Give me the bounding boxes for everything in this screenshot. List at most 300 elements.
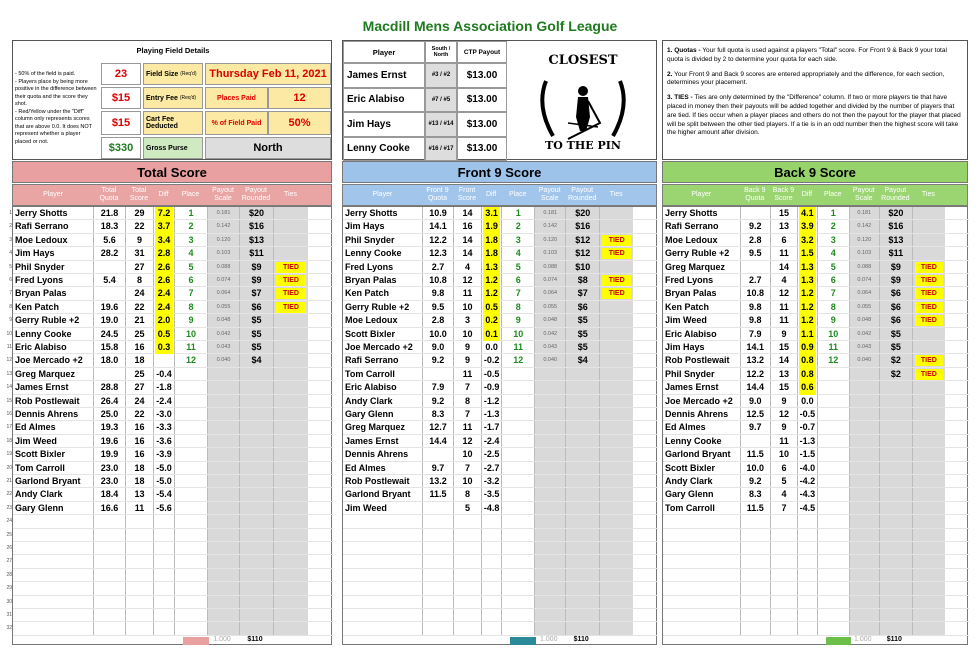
front-col-header: Player xyxy=(372,191,393,198)
front-cell-ties: TIED xyxy=(602,275,631,286)
front-cell-payout-rounded: $7 xyxy=(577,288,588,299)
back-cell-payout-rounded: $5 xyxy=(890,328,901,339)
back-cell-diff: -4.3 xyxy=(799,489,816,500)
front-cell-player: Joe Mercado +2 xyxy=(345,342,413,352)
front-col-header: Front Score xyxy=(457,187,477,202)
back-cell-ties: TIED xyxy=(915,302,943,313)
rule-quotas-head: 1. Quotas - xyxy=(667,47,701,54)
back-cell-diff: -1.5 xyxy=(799,449,816,460)
back-cell-diff: 0.0 xyxy=(801,395,814,406)
back-cell-player: Lenny Cooke xyxy=(665,435,722,446)
back-cell-quota: 9.8 xyxy=(749,315,762,326)
total-header-row xyxy=(12,184,332,206)
row-number: 2 xyxy=(9,223,12,230)
back-header-row xyxy=(662,184,968,206)
total-cell-diff: -3.0 xyxy=(156,409,172,419)
back-cell-player: Jerry Shotts xyxy=(665,208,718,218)
total-cell-payout-rounded: $13 xyxy=(248,234,265,245)
back-table-row xyxy=(663,529,969,542)
front-cell-quota: 13.2 xyxy=(429,476,447,486)
front-cell-place: 5 xyxy=(515,261,521,272)
front-cell-player: Tom Carroll xyxy=(345,368,395,379)
row-number: 14 xyxy=(6,384,12,391)
total-cell-player: Scott Bixler xyxy=(15,449,66,460)
front-cell-diff: 1.2 xyxy=(483,274,501,287)
total-cell-payout-rounded: $7 xyxy=(251,288,262,299)
back-cell-quota: 11.5 xyxy=(746,449,764,460)
front-cell-score: 7 xyxy=(465,382,471,393)
back-table-row xyxy=(663,301,969,314)
back-cell-payout-rounded: $2 xyxy=(890,355,901,366)
total-table-row xyxy=(6,475,333,488)
back-table-row xyxy=(663,609,969,622)
back-col-header: Ties xyxy=(921,191,935,198)
rule-ties-text: Ties are only determined by the "Difference" column. If two or more players tie that have placed in money then their payouts will be added together and divided by the number of players that are tied. If ties occur when a player places and others do not then the payout for the player that placed will be split between the other tied players. If a tie is in an odd number then the highest score will take the higher amount after division. xyxy=(667,94,961,137)
front-cell-player: Lenny Cooke xyxy=(345,248,402,259)
front-cell-diff: 0.0 xyxy=(485,342,498,352)
back-col-header: Diff xyxy=(801,191,813,198)
back-table-row xyxy=(663,542,969,555)
total-cell-diff: 2.0 xyxy=(155,314,173,327)
ctp-payout: $13.00 xyxy=(457,88,507,113)
back-cell-score: 6 xyxy=(781,234,787,245)
total-cell-place: 6 xyxy=(188,275,194,285)
back-cell-score: 14 xyxy=(778,355,789,366)
total-cell-player: Joe Mercado +2 xyxy=(15,355,83,366)
front-table-row xyxy=(343,274,658,287)
front-cell-player: Rob Postlewait xyxy=(345,476,410,486)
total-table-row xyxy=(6,435,333,448)
back-cell-payout-rounded: $16 xyxy=(888,221,904,232)
total-table-row xyxy=(6,408,333,421)
ctp-player: Eric Alabiso xyxy=(343,88,425,113)
total-cell-place: 2 xyxy=(188,221,194,232)
front-cell-payout-rounded: $20 xyxy=(575,208,591,218)
front-cell-player: James Ernst xyxy=(345,435,399,446)
page-title: Macdill Mens Association Golf League xyxy=(362,18,618,34)
front-cell-score: 14 xyxy=(462,234,473,245)
total-cell-payout-rounded: $16 xyxy=(248,221,265,232)
front-cell-score: 10 xyxy=(462,449,473,460)
front-col-header: Front 9 Quota xyxy=(426,187,449,202)
row-number: 18 xyxy=(6,437,12,444)
front-table-row xyxy=(343,261,658,274)
back-cell-player: Jim Weed xyxy=(665,315,707,326)
front-cell-quota: 9.2 xyxy=(431,355,445,366)
back-cell-diff: 1.3 xyxy=(799,274,816,287)
front-cell-payout-rounded: $16 xyxy=(575,221,591,232)
front-cell-quota: 14.1 xyxy=(429,221,447,232)
front-cell-score: 8 xyxy=(465,489,471,500)
row-number: 31 xyxy=(6,612,12,618)
front-cell-payout-scale: 0.040 xyxy=(543,357,558,364)
back-cell-payout-rounded: $13 xyxy=(888,234,904,245)
total-cell-score: 22 xyxy=(134,301,145,312)
total-cell-quota: 23.0 xyxy=(100,462,119,473)
total-cell-score: 8 xyxy=(136,275,142,285)
front-cell-quota: 9.7 xyxy=(431,462,445,473)
back-table-row xyxy=(663,328,969,341)
back-cell-quota: 7.9 xyxy=(749,328,762,339)
back-table-row xyxy=(663,287,969,300)
front-cell-quota: 8.3 xyxy=(431,409,445,419)
front-cell-player: Greg Marquez xyxy=(345,422,406,433)
back-table-row xyxy=(663,569,969,582)
total-cell-quota: 19.9 xyxy=(100,449,119,460)
total-cell-ties: TIED xyxy=(276,302,306,313)
back-cell-ties: TIED xyxy=(915,369,943,380)
total-cell-place: 10 xyxy=(185,328,196,339)
front-cell-diff: 1.8 xyxy=(483,234,501,247)
total-table-row xyxy=(6,341,333,354)
front-cell-diff: -2.7 xyxy=(483,462,500,473)
back-cell-diff: 1.5 xyxy=(799,247,816,260)
back-cell-payout-rounded: $5 xyxy=(890,342,901,352)
total-cell-diff: -5.0 xyxy=(156,476,172,486)
front-cell-place: 12 xyxy=(513,355,524,366)
back-cell-place: 12 xyxy=(828,355,839,366)
back-cell-diff: 1.2 xyxy=(799,314,816,327)
front-cell-payout-scale: 0.088 xyxy=(543,263,558,270)
total-cell-diff: 3.7 xyxy=(155,220,173,233)
front-cell-payout-rounded: $5 xyxy=(577,315,588,326)
front-cell-quota: 9.8 xyxy=(431,288,445,299)
back-cell-quota: 12.5 xyxy=(746,409,765,419)
rule-scores-head: 2. xyxy=(667,70,673,78)
total-table-row xyxy=(6,448,333,461)
total-table-row xyxy=(6,328,333,341)
ctp-payout: $13.00 xyxy=(457,112,507,137)
front-cell-place: 8 xyxy=(515,301,521,312)
front-cell-payout-rounded: $5 xyxy=(577,342,588,352)
playing-field-heading: Playing Field Details xyxy=(136,46,210,55)
total-cell-diff: -0.4 xyxy=(156,368,172,379)
closest-to-pin-logo xyxy=(528,51,638,156)
front-cell-place: 2 xyxy=(515,221,521,232)
back-cell-quota: 2.8 xyxy=(749,234,762,245)
total-cell-diff: 2.4 xyxy=(155,287,173,300)
back-cell-payout-scale: 0.040 xyxy=(857,357,872,364)
places-paid-value: 12 xyxy=(268,87,331,109)
back-cell-payout-scale: 0.064 xyxy=(857,290,872,297)
front-cell-diff: -2.5 xyxy=(483,449,500,460)
front-title-band: Front 9 Score xyxy=(342,161,657,183)
back-cell-place: 5 xyxy=(830,261,836,272)
total-cell-payout-rounded: $9 xyxy=(251,261,262,272)
back-cell-payout-rounded: $6 xyxy=(890,288,901,299)
entry-fee-req: (Req'd) xyxy=(179,95,197,101)
front-cell-score: 7 xyxy=(465,409,471,419)
front-table-row xyxy=(343,421,658,434)
back-cell-ties: TIED xyxy=(915,315,943,326)
front-table-row xyxy=(343,328,658,341)
total-cell-player: Greg Marquez xyxy=(15,368,76,379)
row-number: 27 xyxy=(6,558,12,565)
front-table-row xyxy=(343,529,658,542)
total-cell-quota: 18.3 xyxy=(100,221,119,232)
cart-fee-value: $15 xyxy=(101,111,141,135)
front-cell-diff: -0.9 xyxy=(483,382,500,393)
back-cell-quota: 9.2 xyxy=(749,476,762,486)
back-cell-payout-scale: 0.042 xyxy=(857,330,872,337)
front-cell-score: 9 xyxy=(465,355,471,366)
front-table-row xyxy=(343,542,658,555)
back-cell-quota: 8.3 xyxy=(749,489,762,500)
back-table-row xyxy=(663,462,969,475)
front-cell-player: Moe Ledoux xyxy=(345,315,398,326)
back-cell-quota: 9.7 xyxy=(749,422,762,433)
back-cell-player: Moe Ledoux xyxy=(665,234,718,245)
back-cell-diff: 1.1 xyxy=(799,328,816,341)
front-cell-score: 14 xyxy=(462,208,473,218)
total-cell-player: Lenny Cooke xyxy=(15,328,72,339)
total-cell-score: 16 xyxy=(134,422,145,433)
rule-scores-text: Your Front 9 and Back 9 scores are entered appropriately and the difference, for each section, determines your placement. xyxy=(667,70,945,87)
total-table-row xyxy=(6,354,333,367)
total-cell-score: 25 xyxy=(134,328,145,339)
back-cell-player: Joe Mercado +2 xyxy=(665,395,733,406)
total-cell-quota: 5.4 xyxy=(103,275,116,285)
row-number: 19 xyxy=(6,451,12,458)
total-cell-payout-scale: 0.088 xyxy=(216,263,231,270)
total-cell-player: Jerry Shotts xyxy=(15,208,68,218)
row-number: 4 xyxy=(9,250,12,257)
front-table-row xyxy=(343,368,658,381)
total-cell-score: 27 xyxy=(134,382,145,393)
total-cell-player: Bryan Palas xyxy=(15,288,67,299)
back-col-header: Payout Scale xyxy=(852,187,875,202)
front-col-header: Ties xyxy=(609,191,623,198)
back-cell-player: Rob Postlewait xyxy=(665,355,730,366)
back-cell-player: Fred Lyons xyxy=(665,275,714,285)
back-table-row xyxy=(663,408,969,421)
total-cell-quota: 18.0 xyxy=(100,355,119,366)
total-cell-payout-rounded: $20 xyxy=(248,208,265,218)
front-table-row xyxy=(343,341,658,354)
row-number: 28 xyxy=(6,571,12,578)
total-cell-quota: 25.0 xyxy=(100,409,119,419)
back-table-row xyxy=(663,622,969,635)
total-table-row xyxy=(6,462,333,475)
front-cell-score: 11 xyxy=(462,368,473,379)
front-cell-quota: 11.5 xyxy=(429,489,447,500)
front-cell-player: Ken Patch xyxy=(345,288,390,299)
back-col-header: Player xyxy=(691,191,712,198)
rule-scores xyxy=(667,71,963,89)
front-header-row xyxy=(342,184,657,206)
front-footer-scale: 1.000 xyxy=(539,635,558,643)
rule-ties-head: 3. TIES - xyxy=(667,94,693,102)
front-cell-diff: -3.5 xyxy=(483,489,500,500)
front-cell-score: 16 xyxy=(462,221,473,232)
total-cell-score: 16 xyxy=(134,435,145,446)
back-cell-player: Rafi Serrano xyxy=(665,221,719,232)
back-cell-payout-scale: 0.088 xyxy=(857,263,872,270)
front-cell-score: 5 xyxy=(465,502,471,513)
back-col-header: Payout Rounded xyxy=(881,187,910,202)
back-table-row xyxy=(663,220,969,233)
back-cell-payout-rounded: $20 xyxy=(888,208,904,218)
front-table-row xyxy=(343,207,658,220)
front-cell-player: Gerry Ruble +2 xyxy=(345,301,410,312)
front-cell-player: Phil Snyder xyxy=(345,234,395,245)
row-number: 29 xyxy=(6,585,12,592)
front-cell-quota: 10.0 xyxy=(429,328,447,339)
back-table-row xyxy=(663,341,969,354)
total-table-row xyxy=(9,301,333,314)
back-cell-diff: -0.7 xyxy=(799,422,816,433)
back-table-row xyxy=(663,381,969,394)
front-table-row xyxy=(343,622,658,635)
front-cell-diff: 3.1 xyxy=(483,207,501,220)
back-cell-ties: TIED xyxy=(915,262,943,273)
total-cell-diff: 2.4 xyxy=(155,301,173,314)
field-size-req: (Req'd) xyxy=(180,71,197,77)
back-cell-place: 6 xyxy=(830,275,836,285)
pct-paid-label: % of Field Paid xyxy=(205,111,268,135)
total-footer-scale: 1.000 xyxy=(213,635,231,643)
front-cell-player: Scott Bixler xyxy=(345,328,396,339)
total-cell-player: Ken Patch xyxy=(15,301,60,312)
back-cell-place: 1 xyxy=(830,208,836,218)
total-cell-diff: -3.9 xyxy=(156,449,172,460)
row-number: 30 xyxy=(6,598,12,605)
rule-quotas xyxy=(667,47,963,65)
ctp-payout: $13.00 xyxy=(457,137,507,162)
front-cell-score: 9 xyxy=(465,342,471,352)
total-cell-diff: 7.2 xyxy=(155,207,173,220)
total-cell-score: 16 xyxy=(134,342,145,352)
back-cell-score: 12 xyxy=(778,409,789,419)
front-cell-quota: 7.9 xyxy=(431,382,445,393)
back-cell-quota: 9.0 xyxy=(749,395,762,406)
total-cell-score: 22 xyxy=(134,221,145,232)
back-cell-quota: 11.5 xyxy=(746,502,764,513)
total-table xyxy=(6,206,332,645)
total-cell-quota: 5.6 xyxy=(103,234,116,245)
front-col-header: Payout Scale xyxy=(538,187,561,202)
total-cell-payout-scale: 0.042 xyxy=(216,330,231,337)
row-number: 12 xyxy=(6,357,12,364)
back-cell-diff: 0.9 xyxy=(799,341,816,354)
total-cell-place: 12 xyxy=(185,355,196,366)
total-cell-player: James Ernst xyxy=(15,382,69,393)
total-cell-diff: 2.6 xyxy=(155,261,173,274)
front-cell-ties: TIED xyxy=(602,235,631,246)
front-cell-score: 10 xyxy=(462,301,473,312)
front-cell-quota: 10.8 xyxy=(429,275,447,285)
row-number: 17 xyxy=(6,424,12,431)
front-table-row xyxy=(343,435,658,448)
logo-top-text: CLOSEST xyxy=(548,53,618,68)
front-cell-diff: -1.3 xyxy=(483,409,500,419)
front-cell-payout-rounded: $10 xyxy=(575,261,591,272)
total-table-row xyxy=(9,261,333,274)
back-table-row xyxy=(663,395,969,408)
back-cell-diff: 1.3 xyxy=(799,261,816,274)
back-footer-total: $110 xyxy=(886,635,902,643)
front-cell-diff: -1.7 xyxy=(483,422,500,433)
back-cell-ties: TIED xyxy=(915,275,943,286)
row-number: 16 xyxy=(6,411,12,417)
event-date: Thursday Feb 11, 2021 xyxy=(205,63,331,85)
front-cell-score: 7 xyxy=(465,462,471,473)
front-cell-payout-scale: 0.120 xyxy=(543,236,558,243)
total-cell-score: 24 xyxy=(134,395,145,406)
total-cell-payout-scale: 0.103 xyxy=(216,250,231,257)
cart-fee-label: Cart Fee Deducted xyxy=(143,111,203,135)
total-cell-score: 22 xyxy=(134,409,145,419)
back-table-row xyxy=(663,435,969,448)
front-cell-place: 1 xyxy=(515,208,521,218)
total-cell-quota: 26.4 xyxy=(100,395,119,406)
row-number: 32 xyxy=(6,625,12,632)
back-cell-payout-scale: 0.048 xyxy=(857,317,872,324)
back-cell-quota: 14.1 xyxy=(746,342,765,352)
front-cell-score: 3 xyxy=(465,315,471,326)
back-cell-payout-rounded: $11 xyxy=(888,248,904,259)
front-table-row xyxy=(343,301,658,314)
back-cell-player: Eric Alabiso xyxy=(665,328,717,339)
total-cell-payout-scale: 0.120 xyxy=(216,236,231,243)
back-table-row xyxy=(663,354,969,367)
rule-ties xyxy=(667,94,963,138)
back-cell-diff: -0.5 xyxy=(799,409,816,419)
back-cell-score: 11 xyxy=(779,435,789,446)
front-table-row xyxy=(343,381,658,394)
row-number: 11 xyxy=(6,344,12,350)
back-cell-diff: 1.2 xyxy=(799,301,816,314)
front-cell-player: Andy Clark xyxy=(345,395,393,406)
back-table-row xyxy=(663,421,969,434)
back-table-row xyxy=(663,207,969,220)
total-cell-payout-scale: 0.055 xyxy=(216,303,231,310)
total-col-header: Payout Rounded xyxy=(241,187,271,202)
front-cell-diff: 0.2 xyxy=(483,314,501,327)
front-cell-quota: 12.2 xyxy=(429,234,447,245)
back-cell-diff: -1.3 xyxy=(799,435,816,446)
row-number: 10 xyxy=(6,330,12,337)
total-cell-payout-scale: 0.074 xyxy=(216,277,231,283)
entry-fee-label xyxy=(143,87,203,109)
front-cell-player: Fred Lyons xyxy=(345,261,394,272)
back-cell-diff: 0.8 xyxy=(799,354,816,367)
total-cell-payout-scale: 0.181 xyxy=(216,210,231,216)
total-cell-quota: 23.0 xyxy=(100,476,119,486)
back-cell-player: Dennis Ahrens xyxy=(665,409,729,419)
front-cell-ties: TIED xyxy=(602,248,631,259)
back-cell-score: 13 xyxy=(778,368,789,379)
total-cell-payout-scale: 0.040 xyxy=(216,357,231,364)
front-cell-score: 12 xyxy=(462,435,473,446)
back-cell-diff: 4.1 xyxy=(799,207,816,220)
total-cell-quota: 19.6 xyxy=(100,301,119,312)
total-col-header: Ties xyxy=(284,191,297,198)
total-col-header: Total Quota xyxy=(99,187,119,202)
ctp-holes: #16 / #17 xyxy=(425,137,457,162)
total-cell-score: 11 xyxy=(134,502,145,513)
back-table-row xyxy=(663,488,969,501)
back-cell-score: 9 xyxy=(781,422,787,433)
front-cell-quota: 10.9 xyxy=(429,208,447,218)
row-number: 7 xyxy=(9,290,12,297)
total-table-row xyxy=(6,529,333,542)
front-cell-payout-rounded: $12 xyxy=(575,248,591,259)
total-cell-player: Dennis Ahrens xyxy=(15,409,79,419)
front-cell-diff: -1.2 xyxy=(483,395,500,406)
back-cell-score: 11 xyxy=(779,301,789,312)
front-cell-place: 4 xyxy=(515,248,521,259)
